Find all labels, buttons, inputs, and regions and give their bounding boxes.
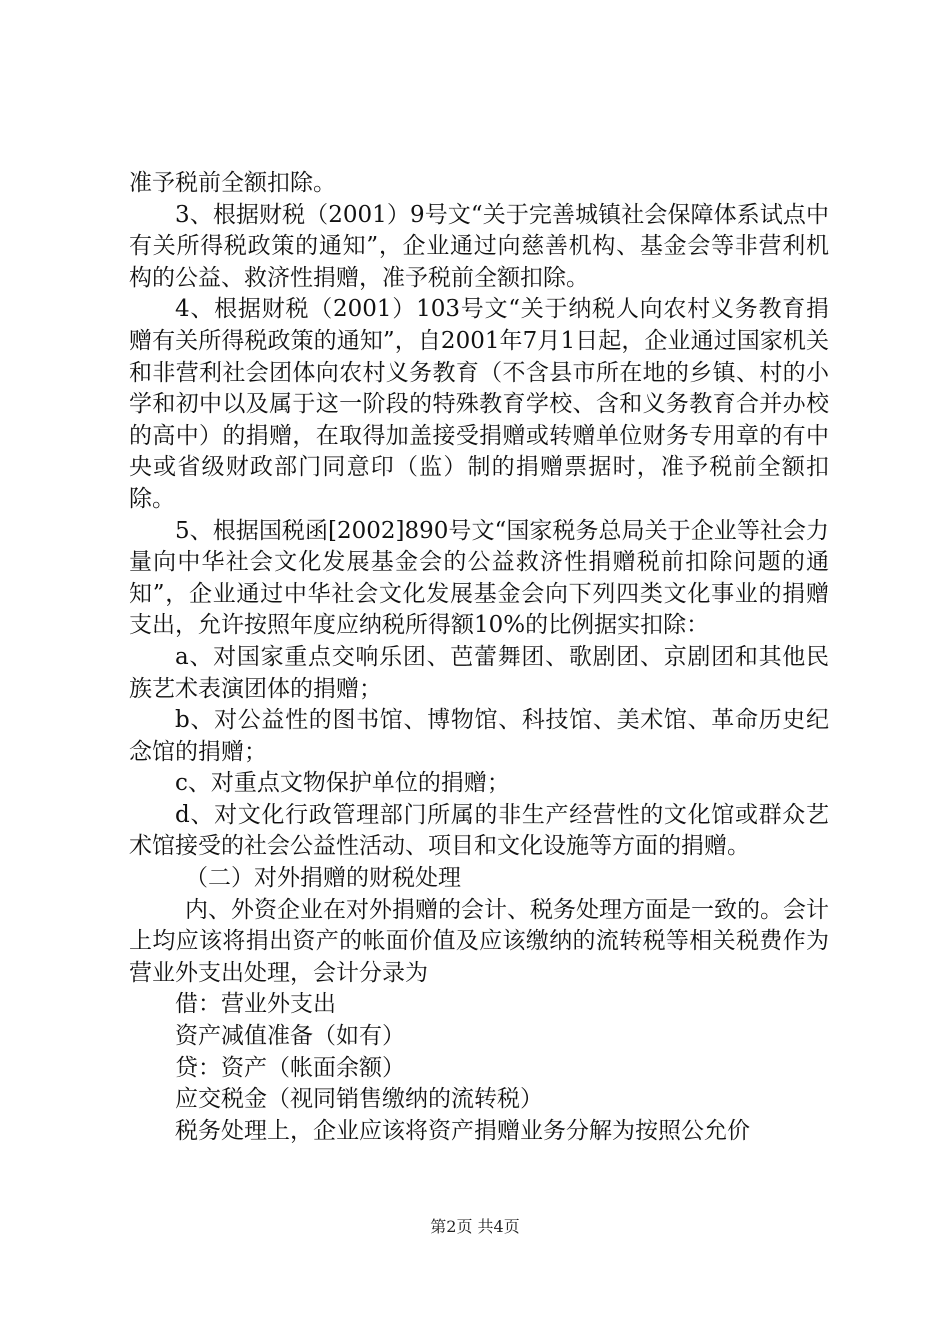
journal-entry-debit: 借：营业外支出 [175, 991, 336, 1018]
paragraph-continuation: 准予税前全额扣除。 [129, 170, 336, 196]
journal-entry-impairment: 资产减值准备（如有） [175, 1023, 405, 1050]
paragraph-item-5: 5、根据国税函[2002]890号文“国家税务总局关于企业等社会力量向中华社会文化发展基金会的公益救济性捐赠税前扣除问题的通知”，企业通过中华社会文化发展基金会向下列四类文化事业的捐赠支出，允许按照年度应纳税所得额10%的比例据实扣除： [129, 517, 829, 639]
paragraph-accounting: 内、外资企业在对外捐赠的会计、税务处理方面是一致的。会计上均应该将捐出资产的帐面价值及应该缴纳的流转税等相关税费作为营业外支出处理，会计分录为 [129, 896, 829, 986]
paragraph-item-4: 4、根据财税（2001）103号文“关于纳税人向农村义务教育捐赠有关所得税政策的通知”，自2001年7月1日起，企业通过国家机关和非营利社会团体向农村义务教育（不含县市所在地的乡镇、村的小学和初中以及属于这一阶段的特殊教育学校、含和义务教育合并办校的高中）的捐赠，在取得加盖接受捐赠或转赠单位财务专用章的有中央或省级财政部门同意印（监）制的捐赠票据时，准予税前全额扣除。 [129, 296, 829, 512]
page-number-footer: 第2页 共4页 [430, 1217, 520, 1236]
journal-entry-tax: 应交税金（视同销售缴纳的流转税） [175, 1086, 543, 1113]
paragraph-item-3: 3、根据财税（2001）9号文“关于完善城镇社会保障体系试点中有关所得税政策的通知”，企业通过向慈善机构、基金会等非营利机构的公益、救济性捐赠，准予税前全额扣除。 [129, 201, 829, 291]
journal-entry-credit: 贷：资产（帐面余额） [175, 1054, 405, 1081]
document-body [129, 168, 829, 1147]
paragraph-tax-treatment: 税务处理上，企业应该将资产捐赠业务分解为按照公允价 [175, 1117, 750, 1144]
paragraph-sub-b: b、对公益性的图书馆、博物馆、科技馆、美术馆、革命历史纪念馆的捐赠； [129, 707, 829, 765]
section-heading-2: （二）对外捐赠的财税处理 [185, 865, 461, 892]
paragraph-sub-c: c、对重点文物保护单位的捐赠； [175, 770, 510, 797]
paragraph-sub-a: a、对国家重点交响乐团、芭蕾舞团、歌剧团、京剧团和其他民族艺术表演团体的捐赠； [129, 643, 829, 702]
paragraph-sub-d: d、对文化行政管理部门所属的非生产经营性的文化馆或群众艺术馆接受的社会公益性活动、项目和文化设施等方面的捐赠。 [129, 801, 829, 860]
